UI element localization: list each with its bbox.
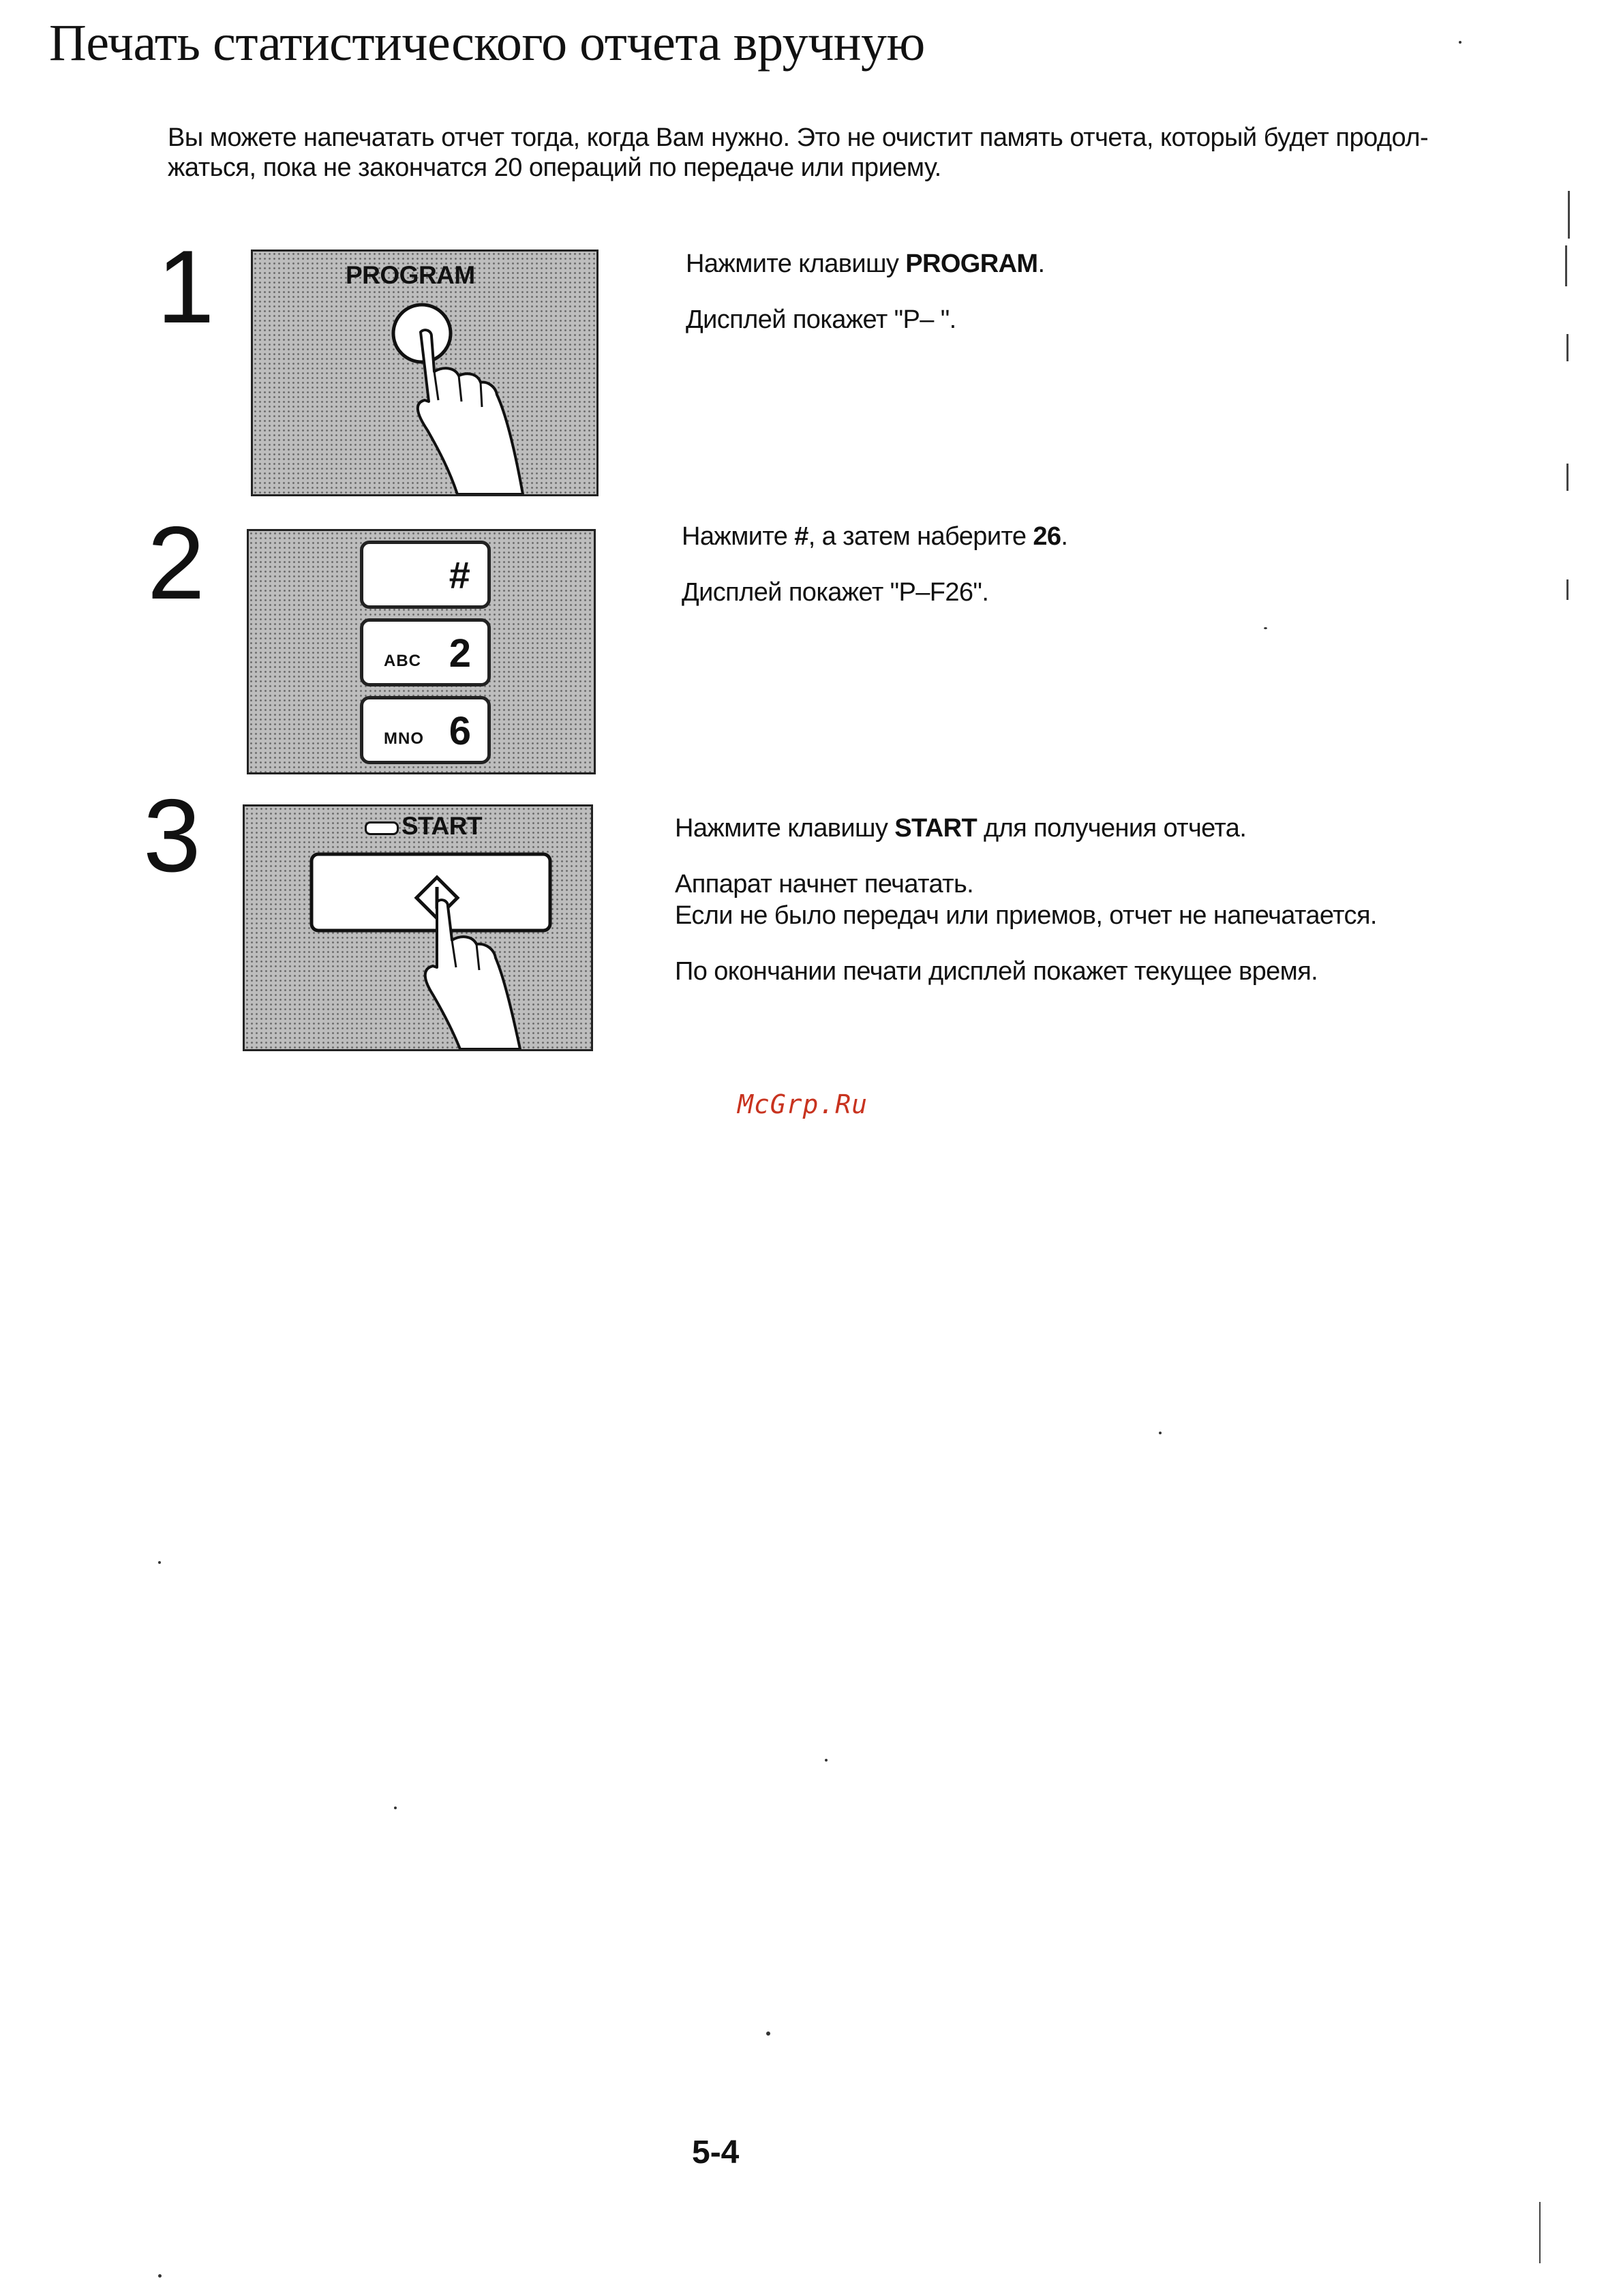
page-title: Печать статистического отчета вручную <box>49 14 925 72</box>
scan-speck <box>766 2031 770 2036</box>
program-panel <box>251 250 599 496</box>
step-2-text <box>682 521 1067 633</box>
step-3-no-report: Если не было передач или приемов, отчет не напечатается. <box>675 901 1377 930</box>
margin-mark <box>1566 334 1569 361</box>
watermark-text: McGrp.Ru <box>738 1089 868 1119</box>
intro-line-2: жаться, пока не закончатся 20 операций по передаче или приему. <box>168 153 941 182</box>
step-1-instruction: Нажмите клавишу PROGRAM. <box>686 250 1045 278</box>
step-3-text <box>675 813 1377 1012</box>
step-number-3: 3 <box>143 778 201 894</box>
key-6-mno: MNO 6 <box>360 696 491 764</box>
scan-speck <box>1459 41 1461 44</box>
step-3-finish: По окончании печати дисплей покажет текущее время. <box>675 957 1318 986</box>
start-label: START <box>402 812 483 840</box>
page-number: 5-4 <box>692 2134 740 2171</box>
margin-mark <box>1566 579 1569 600</box>
scan-speck <box>158 1561 161 1564</box>
keypad-panel <box>247 529 596 774</box>
scan-speck <box>394 1807 397 1809</box>
step-3-printing: Аппарат начнет печатать. <box>675 870 974 898</box>
intro-line-1: Вы можете напечатать отчет тогда, когда Вам нужно. Это не очистит память отчета, который будет продол- <box>168 123 1429 152</box>
scan-speck <box>1159 1432 1162 1434</box>
margin-mark <box>1539 2202 1541 2263</box>
margin-mark <box>1566 464 1569 491</box>
step-2-instruction: Нажмите #, а затем наберите 26. <box>682 522 1068 551</box>
step-number-1: 1 <box>157 229 215 345</box>
margin-mark <box>1568 191 1570 239</box>
margin-mark <box>1565 245 1567 286</box>
start-panel <box>243 804 593 1051</box>
scan-speck <box>1264 627 1267 629</box>
step-3-instruction: Нажмите клавишу START для получения отчета. <box>675 814 1247 843</box>
key-2-abc: ABC 2 <box>360 618 491 686</box>
step-2-display: Дисплей покажет "P–F26". <box>682 578 989 607</box>
intro-paragraph <box>168 123 1483 183</box>
scan-speck <box>158 2274 162 2278</box>
pointing-hand-icon <box>418 330 523 494</box>
hash-key: # <box>360 541 491 609</box>
program-label: PROGRAM <box>346 261 475 289</box>
step-number-2: 2 <box>147 505 205 621</box>
scan-speck <box>825 1759 828 1762</box>
step-3-result <box>675 868 1377 931</box>
step-1-text <box>686 248 1044 360</box>
step-1-display: Дисплей покажет "P– ". <box>686 305 956 334</box>
program-key-illustration <box>253 252 596 494</box>
start-key-illustration <box>245 806 591 1049</box>
